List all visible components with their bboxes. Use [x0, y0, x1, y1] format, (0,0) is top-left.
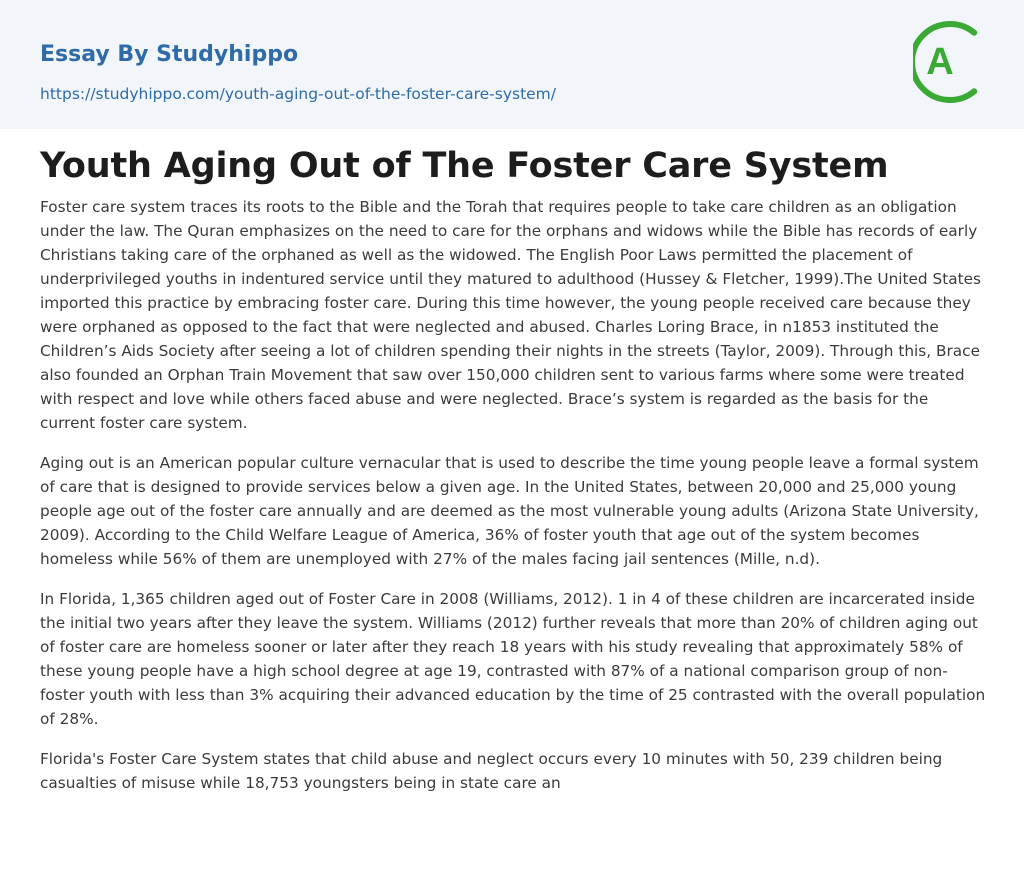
site-brand[interactable]: Essay By Studyhippo: [40, 42, 299, 67]
paragraph: Aging out is an American popular culture vernacular that is used to describe the time young people leave a formal system of care that is designed to provide services below a given age. In the United States, between 20,000 and 25,000 young people age out of the foster care annually and are deemed as the most vulnerable young adults (Arizona State University, 2009). According to the Child Welfare League of America, 36% of foster youth that age out of the system becomes homeless while 56% of them are unemployed with 27% of the males facing jail sentences (Mille, n.d).: [40, 454, 979, 568]
logo-letter: A: [926, 41, 954, 83]
paragraph: Foster care system traces its roots to the Bible and the Torah that requires people to take care children as an obligation under the law. The Quran emphasizes on the need to care for the orphans and widows while the Bible has records of early Christians taking care of the orphaned as well as the widowed. The English Poor Laws permitted the placement of underprivileged youths in indentured service until they matured to adulthood (Hussey & Fletcher, 1999).The United States imported this practice by embracing foster care. During this time however, the young people received care because they were orphaned as opposed to the fact that were neglected and abused. Charles Loring Brace, in n1853 instituted the Children’s Aids Society after seeing a lot of children spending their nights in the streets (Taylor, 2009). Through this, Brace also founded an Orphan Train Movement that saw over 150,000 children sent to various farms where some were treated with respect and love while others faced abuse and were neglected. Brace’s system is regarded as the basis for the current foster care system.: [40, 198, 981, 432]
page-url-link[interactable]: https://studyhippo.com/youth-aging-out-of-the-foster-care-system/: [40, 85, 557, 103]
paragraph: In Florida, 1,365 children aged out of Foster Care in 2008 (Williams, 2012). 1 in 4 of these children are incarcerated inside the initial two years after they leave the system. Williams (2012) further reveals that more than 20% of children aging out of foster care are homeless sooner or later after they reach 18 years with his study revealing that approximately 58% of these young people have a high school degree at age 19, contrasted with 87% of a national comparison group of non-foster youth with less than 3% acquiring their advanced education by the time of 25 contrasted with the overall population of 28%.: [40, 590, 986, 728]
studyhippo-logo-icon[interactable]: [913, 19, 987, 105]
essay-title: Youth Aging Out of The Foster Care System: [40, 146, 889, 186]
site-header: [0, 0, 1024, 129]
paragraph: Florida's Foster Care System states that child abuse and neglect occurs every 10 minutes with 50, 239 children being casualties of misuse while 18,753 youngsters being in state care an: [40, 750, 943, 792]
essay-body: [40, 195, 988, 811]
